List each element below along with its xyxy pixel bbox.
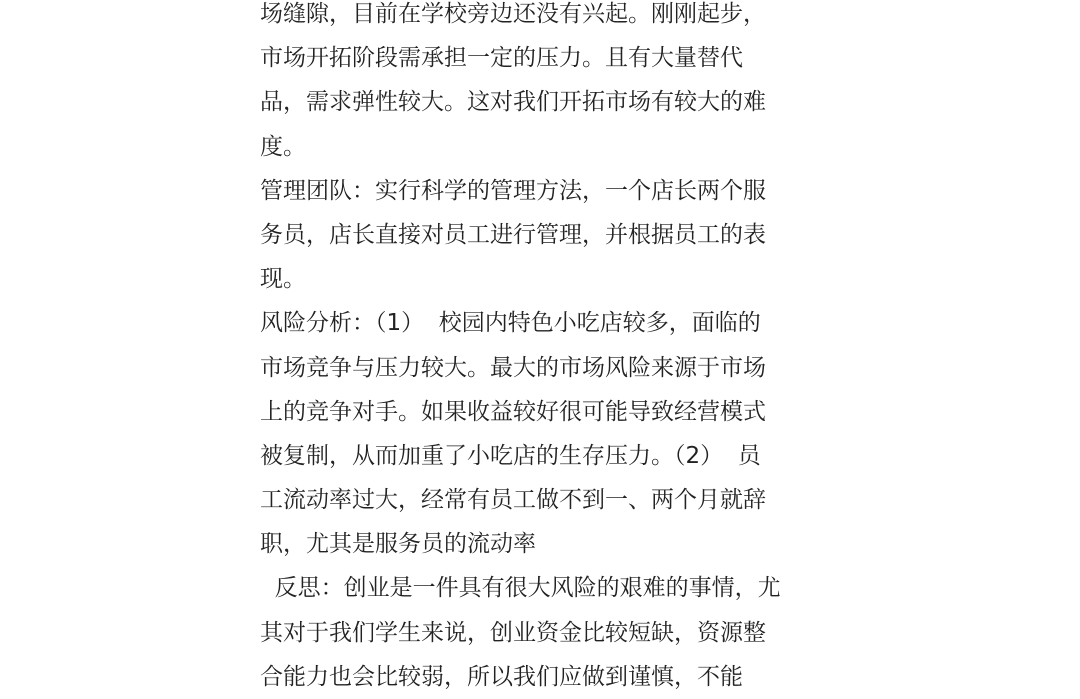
text-line: 现。 [260, 266, 306, 293]
text-line: 场缝隙，目前在学校旁边还没有兴起。刚刚起步， [260, 1, 766, 27]
text-line: 市场开拓阶段需承担一定的压力。且有大量替代 [260, 45, 743, 72]
text-line: 被复制，从而加重了小吃店的生存压力。（2） 员 [260, 442, 761, 469]
text-line: 风险分析：（1） 校园内特色小吃店较多，面临的 [260, 310, 761, 337]
text-line: 合能力也会比较弱，所以我们应做到谨慎，不能 [260, 663, 743, 690]
text-line: 职，尤其是服务员的流动率 [260, 531, 536, 558]
document-text-column [260, 0, 820, 699]
text-line: 反思：创业是一件具有很大风险的艰难的事情，尤 [260, 575, 781, 602]
text-line: 其对于我们学生来说，创业资金比较短缺，资源整 [260, 619, 766, 646]
text-line: 管理团队：实行科学的管理方法，一个店长两个服 [260, 177, 766, 204]
text-line: 市场竞争与压力较大。最大的市场风险来源于市场 [260, 354, 766, 381]
text-line: 度。 [260, 133, 306, 160]
text-line: 上的竞争对手。如果收益较好很可能导致经营模式 [260, 398, 766, 425]
text-line: 工流动率过大，经常有员工做不到一、两个月就辞 [260, 487, 766, 514]
text-line: 品，需求弹性较大。这对我们开拓市场有较大的难 [260, 89, 766, 116]
text-line: 务员，店长直接对员工进行管理，并根据员工的表 [260, 221, 766, 248]
